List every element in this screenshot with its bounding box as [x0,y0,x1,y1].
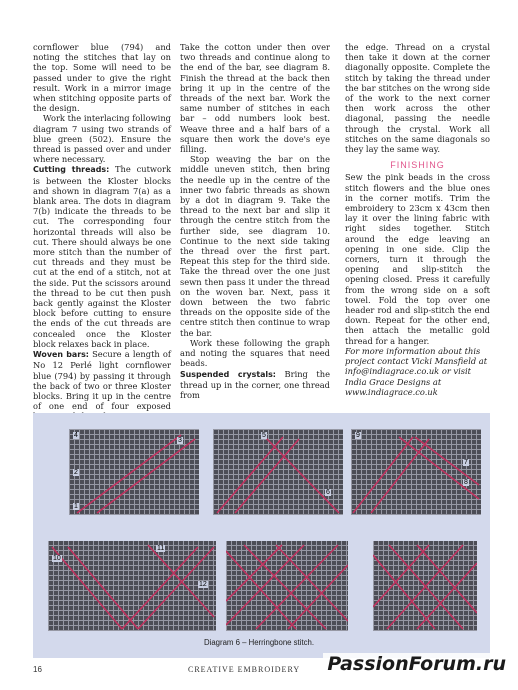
paragraph: Stop weaving the bar on the middle uneven stitch, then bring the needle up in the centre of the inner two fabric threads as shown by a dot in diagram 9. Take the thread to the next bar and slip it through the centre stitch from the further side, see diagram 10. Continue to the next side taking the thread over the first part. Repeat this step for the third side. Take the thread over the one just sewn then pass it under the thread on the woven bar. Next, pass it down between the two fabric threads on the opposite side of the centre stitch then continue to wrap the bar. [180,154,330,338]
diagram-label: 3 [178,437,182,444]
diagram-label: 5 [262,432,266,439]
diagram-label: 4 [74,432,78,439]
paragraph: Work these following the graph and noting the squares that need beads. [180,337,330,369]
text-column-2 [180,42,330,400]
diagram-label: 7 [464,459,468,466]
paragraph: cornflower blue (794) and noting the stitches that lay on the top. Some will need to be passed under to give the right result. Work in a mirror image when stitching opposite parts of the design. [33,42,171,114]
stitch-lines [213,429,343,515]
stitch-grid-2 [213,429,343,515]
stitch-grid-3 [351,429,481,515]
paragraph: Work the interlacing following diagram 7 using two strands of blue green (502). Ensure the thread is passed over and under where necessary. [33,113,171,165]
stitch-grid-6 [373,541,477,631]
diagram-label: 11 [157,545,165,552]
paragraph-text: Bring the thread up in the corner, one thread from [180,368,330,400]
stitch-lines [48,541,216,631]
stitch-lines [373,541,477,631]
paragraph-text: Secure a length of No 12 Perlé light cornflower blue (794) by passing it through the back of two or three Kloster blocks. Bring it up in the centre of one end of four exposed [33,349,171,412]
stitch-grid-5 [226,541,348,631]
figure-caption: Diagram 6 – Herringbone stitch. [203,638,315,647]
diagram-label: 6 [326,489,330,496]
diagram-label: 10 [53,555,61,562]
diagram-label: 1 [74,503,78,510]
text-column-1 [33,42,171,422]
paragraph: the edge. Thread on a crystal then take it down at the corner diagonally opposite. Complete the stitch by taking the thread under the bar stitches on the wrong side of the work to the next corner then work across the other diagonal, passing the needle through the crystal. Work all stitches on the same diagonals so they lay the same way. [345,42,490,155]
stitch-grid-4 [48,541,216,631]
page-number: 16 [33,665,42,674]
diagram-label: 12 [199,581,207,588]
watermark: PassionForum.ru [323,653,510,675]
section-heading: FINISHING [390,160,445,171]
run-in-heading: Cutting threads: [33,165,110,175]
stitch-grid-1 [69,429,199,515]
paragraph-text: The cutwork is between the Kloster blocks and shown in diagram 7(a) as a blank area. The dots in diagram 7(b) indicate the threads to be cut. The corresponding four horizontal threads will also be cut. There should always be one more stitch than the number of cut threads and they must be cut at the end of a stitch, not at the side. Put the scissors around the thread to be cut then push back gently against the Kloster block before cutting to ensure the ends of the cut threads are concealed once the Kloster block relaxes back in place. [33,164,171,349]
diagram-label: 8 [464,479,468,486]
paragraph: Take the cotton under then over two threads and continue along to the end of the bar, see diagram 8. Finish the thread at the back then bring it up in the centre of the threads of the next bar. Work the same number of stitches in each bar – odd numbers look best. Weave three and a half bars of a square then work the dove's eye filling. [180,42,330,155]
diagram-label: 9 [356,432,360,439]
contact-note: For more information about this project contact Vicki Mansfield at info@indiagrace.co.uk or visit India Grace Designs at www.indiagrace.co.uk [345,345,488,397]
text-column-3 [345,42,490,397]
run-in-heading: Woven bars: [33,350,89,360]
magazine-title: CREATIVE EMBROIDERY [188,665,301,674]
stitch-lines [351,429,481,515]
paragraph [33,164,171,349]
paragraph [33,349,171,421]
stitch-lines [226,541,348,631]
run-in-heading: Suspended crystals: [180,369,276,379]
herringbone-diagram [33,413,490,658]
diagram-label: 2 [74,469,78,476]
paragraph [180,369,330,401]
paragraph: Sew the pink beads in the cross stitch flowers and the blue ones in the corner motifs. Trim the embroidery to 23cm x 43cm then lay it over the lining fabric with right sides together. Stitch around the edge leaving an opening in one side. Clip the corners, turn it through the opening and slip-stitch the opening closed. Press it carefully from the wrong side on a soft towel. Fold the top over one header rod and slip-stitch the end down. Repeat for the other end, then attach the metallic gold thread for a hanger. [345,172,490,346]
